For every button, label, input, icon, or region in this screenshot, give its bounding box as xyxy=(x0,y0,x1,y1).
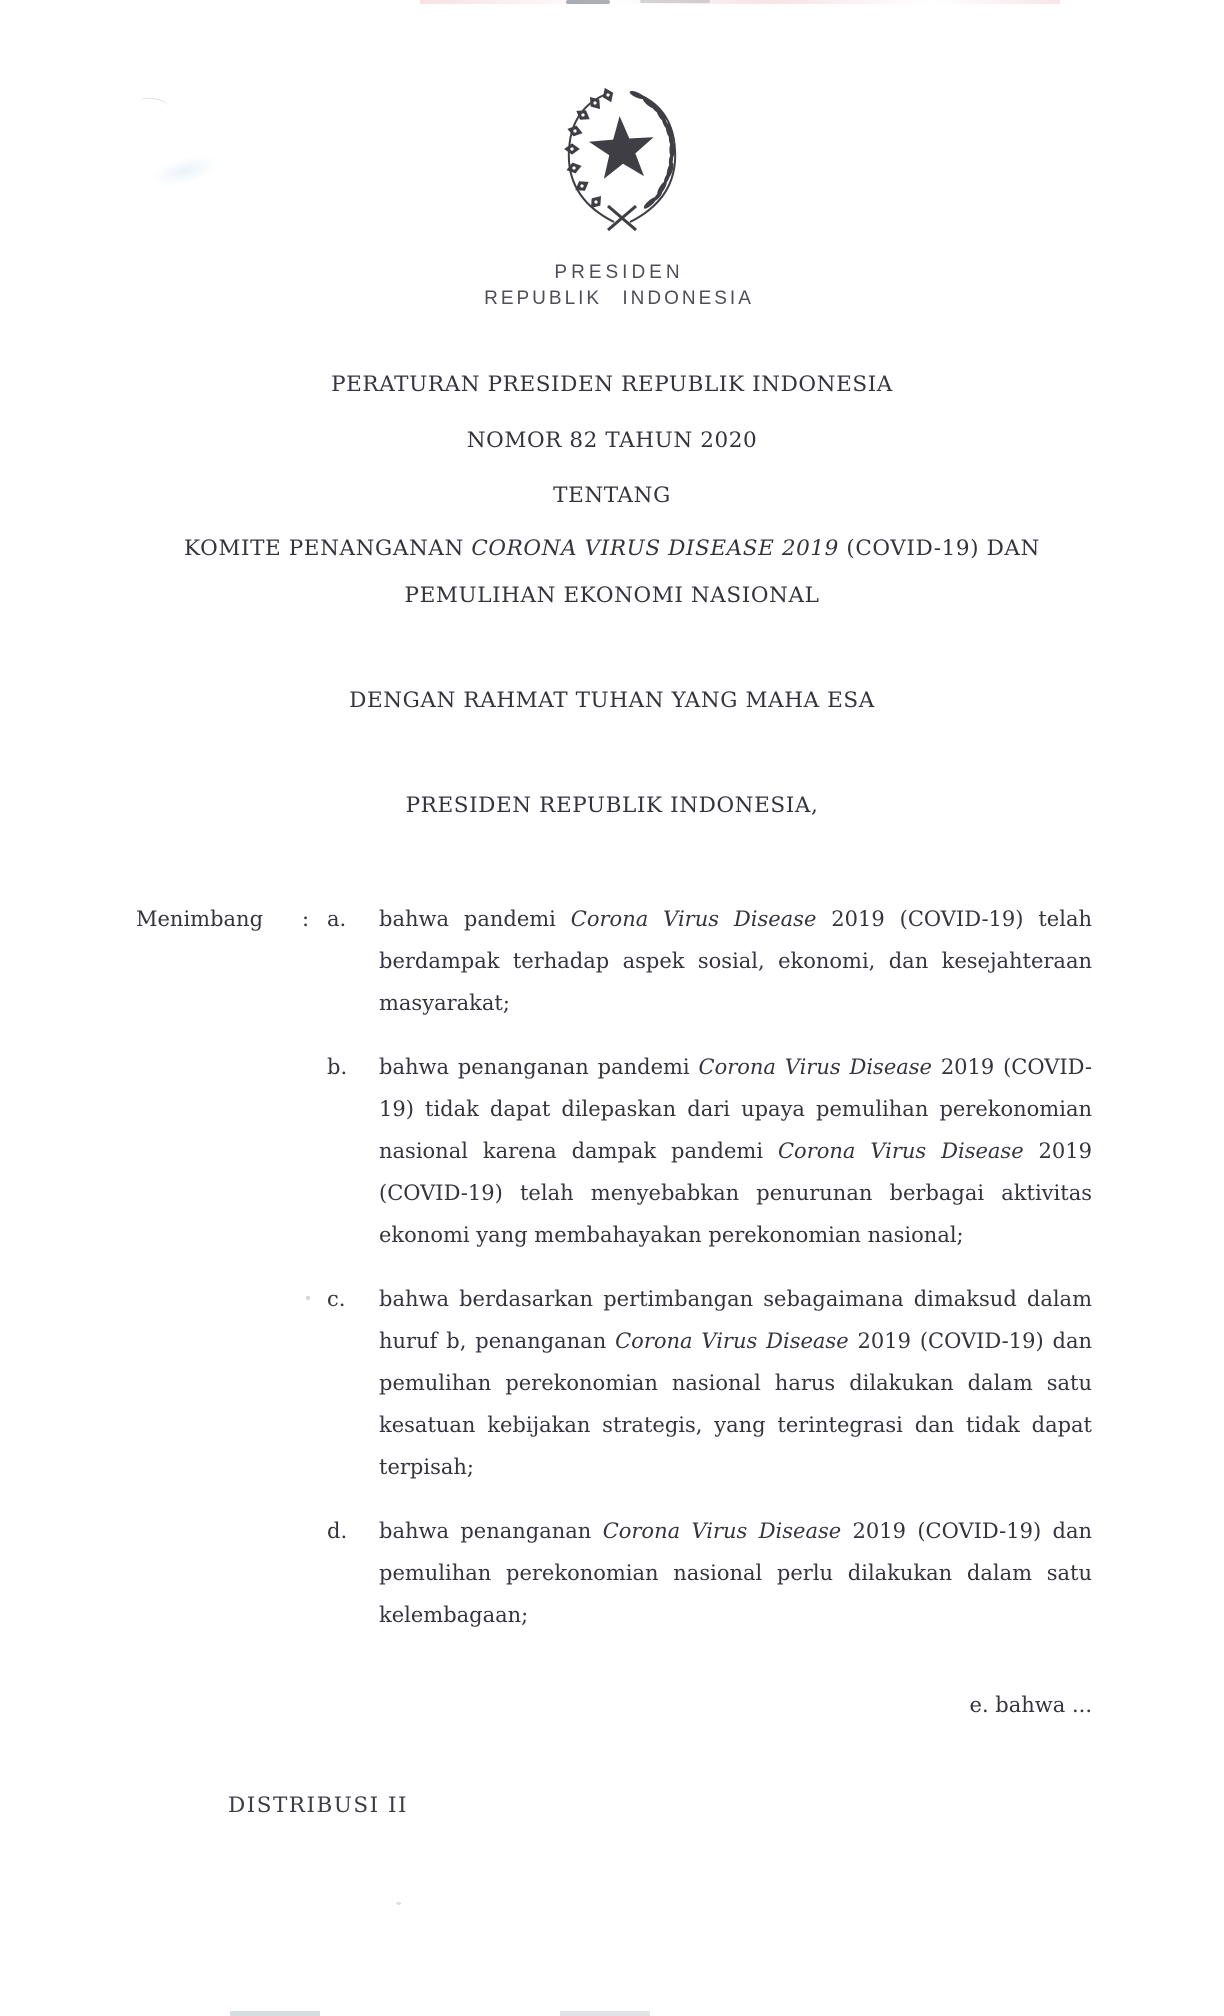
letterhead-republik-indonesia: REPUBLIK INDONESIA xyxy=(484,288,754,309)
letterhead xyxy=(0,262,1224,310)
scan-artifact-dot xyxy=(396,1902,401,1905)
scan-artifact-bottom xyxy=(0,2011,1224,2016)
scan-artifact-smudge xyxy=(148,149,222,192)
letterhead-presiden: PRESIDEN xyxy=(554,262,684,283)
item-text: bahwa berdasarkan pertimbangan sebagaimana dimaksud dalam huruf b, penanganan Corona Virus Disease 2019 (COVID-19) dan pemulihan perekonomian nasional harus dilakukan dalam satu kesatuan kebijakan strategis, yang terintegrasi dan tidak dapat terpisah; xyxy=(379,1287,1093,1479)
continuation-catchword: e. bahwa ... xyxy=(969,1693,1092,1717)
item-text: bahwa penanganan pandemi Corona Virus Disease 2019 (COVID-19) tidak dapat dilepaskan dari upaya pemulihan perekonomian nasional karena dampak pandemi Corona Virus Disease 2019 (COVID-19) telah menyebabkan penurunan berbagai aktivitas ekonomi yang membahayakan perekonomian nasional; xyxy=(379,1055,1093,1247)
considering-label: Menimbang xyxy=(136,907,264,931)
scan-artifact-squiggle xyxy=(137,96,169,113)
item-text: bahwa pandemi Corona Virus Disease 2019 (COVID-19) telah berdampak terhadap aspek sosial, ekonomi, dan kesejahteraan masyarakat; xyxy=(379,907,1092,1015)
distribution-label: DISTRIBUSI II xyxy=(228,1793,408,1818)
regulation-subject-line1: KOMITE PENANGANAN CORONA VIRUS DISEASE 2019 (COVID-19) DAN xyxy=(184,536,1040,561)
considering-item-c xyxy=(327,1278,1092,1488)
item-letter: a. xyxy=(327,907,347,931)
presidential-seal-star-wreath-icon xyxy=(548,78,696,236)
item-letter: b. xyxy=(327,1055,348,1079)
scan-artifact-top-mark2 xyxy=(640,0,710,3)
item-letter: c. xyxy=(327,1287,346,1311)
considering-item-a xyxy=(327,898,1092,1024)
considering-section xyxy=(136,898,1092,1658)
invocation-line: DENGAN RAHMAT TUHAN YANG MAHA ESA xyxy=(349,688,875,713)
item-letter: d. xyxy=(327,1519,348,1543)
scan-artifact-top xyxy=(420,0,1060,4)
scan-artifact-top-mark xyxy=(566,0,610,4)
considering-item-d xyxy=(327,1510,1092,1636)
regulation-subject-line2: PEMULIHAN EKONOMI NASIONAL xyxy=(404,583,820,608)
regulation-number: NOMOR 82 TAHUN 2020 xyxy=(466,428,758,453)
considering-items xyxy=(327,898,1092,1636)
considering-item-b xyxy=(327,1046,1092,1256)
item-text: bahwa penanganan Corona Virus Disease 2019 (COVID-19) dan pemulihan perekonomian nasional perlu dilakukan dalam satu kelembagaan; xyxy=(379,1519,1093,1627)
regulation-tentang: TENTANG xyxy=(553,483,671,508)
regulation-title-line1: PERATURAN PRESIDEN REPUBLIK INDONESIA xyxy=(331,372,893,397)
considering-colon: : xyxy=(302,907,310,931)
enacting-authority-line: PRESIDEN REPUBLIK INDONESIA, xyxy=(405,793,819,818)
